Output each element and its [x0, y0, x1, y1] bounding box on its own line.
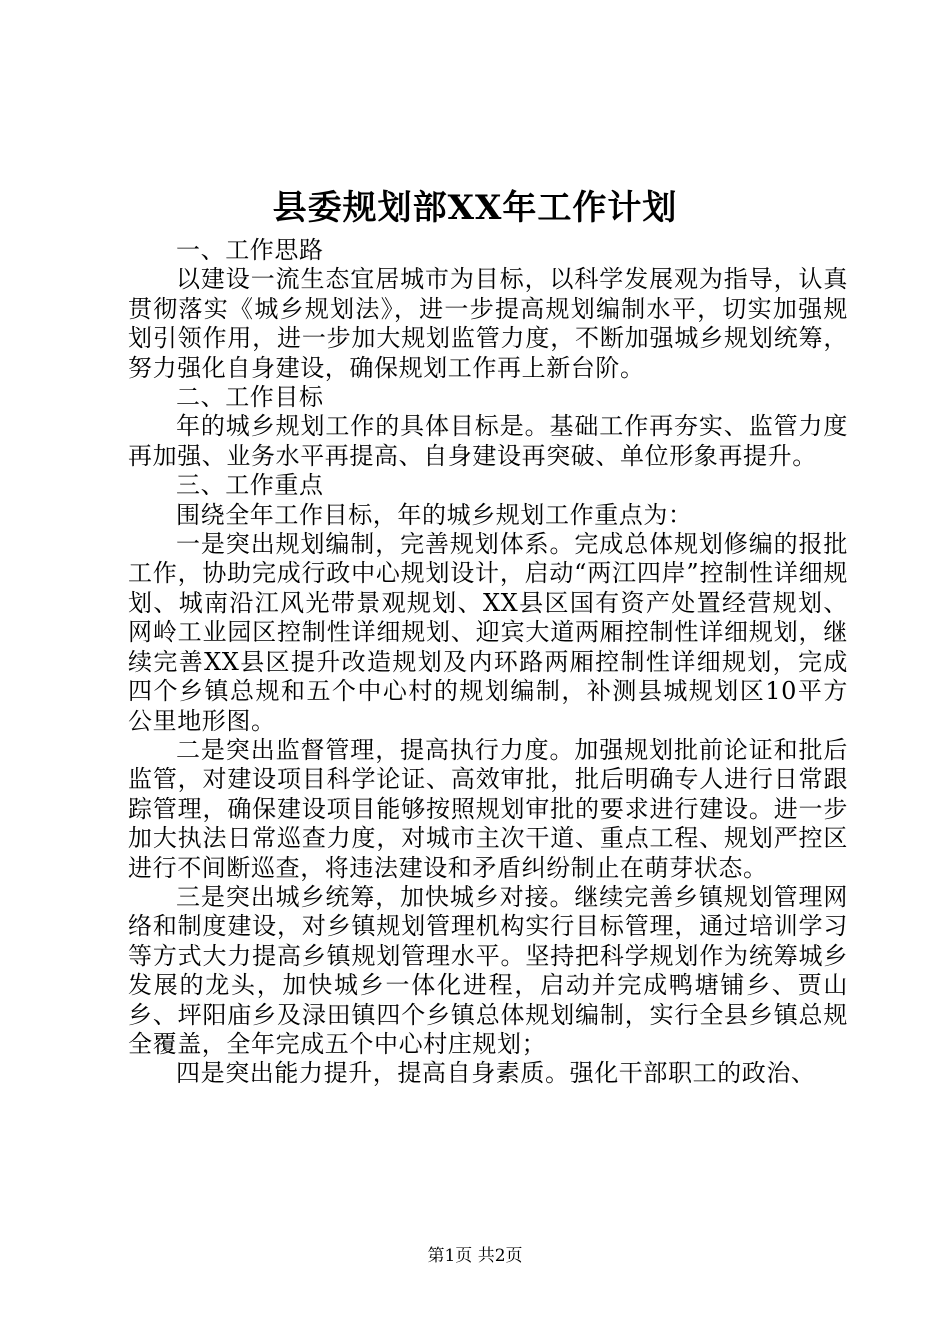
paragraph-goals: 年的城乡规划工作的具体目标是。基础工作再夯实、监管力度再加强、业务水平再提高、自身建设再突破、单位形象再提升。 — [128, 412, 848, 470]
section-heading-focus: 三、工作重点 — [176, 471, 324, 500]
document-title: 县委规划部XX年工作计划 — [272, 188, 678, 228]
section-heading-ideas: 一、工作思路 — [176, 236, 324, 264]
paragraph-focus-intro: 围绕全年工作目标，年的城乡规划工作重点为： — [176, 500, 693, 529]
paragraph-focus-urban-rural: 三是突出城乡统筹，加快城乡对接。继续完善乡镇规划管理网络和制度建设，对乡镇规划管理机构实行目标管理，通过培训学习等方式大力提高乡镇规划管理水平。坚持把科学规划作为统筹城乡发展的龙头，加快城乡一体化进程，启动并完成鸭塘铺乡、贾山乡、坪阳庙乡及渌田镇四个乡镇总体规划编制，实行全县乡镇总规全覆盖，全年完成五个中心村庄规划； — [128, 882, 848, 1058]
page-number-footer: 第1页 共2页 — [427, 1246, 523, 1266]
paragraph-ideas: 以建设一流生态宜居城市为目标，以科学发展观为指导，认真贯彻落实《城乡规划法》，进一步提高规划编制水平，切实加强规划引领作用，进一步加大规划监管力度，不断加强城乡规划统筹，努力强化自身建设，确保规划工作再上新台阶。 — [128, 265, 848, 382]
paragraph-focus-supervision: 二是突出监督管理，提高执行力度。加强规划批前论证和批后监管，对建设项目科学论证、高效审批，批后明确专人进行日常跟踪管理，确保建设项目能够按照规划审批的要求进行建设。进一步加大执法日常巡查力度，对城市主次干道、重点工程、规划严控区进行不间断巡查，将违法建设和矛盾纠纷制止在萌芽状态。 — [128, 735, 848, 882]
paragraph-focus-capability: 四是突出能力提升，提高自身素质。强化干部职工的政治、 — [176, 1059, 816, 1088]
section-heading-goals: 二、工作目标 — [176, 383, 324, 412]
paragraph-focus-planning: 一是突出规划编制，完善规划体系。完成总体规划修编的报批工作，协助完成行政中心规划设计，启动“两江四岸”控制性详细规划、城南沿江风光带景观规划、XX县区国有资产处置经营规划、网岭工业园区控制性详细规划、迎宾大道两厢控制性详细规划，继续完善XX县区提升改造规划及内环路两厢控制性详细规划，完成四个乡镇总规和五个中心村的规划编制，补测县城规划区10平方公里地形图。 — [128, 530, 848, 735]
document-body — [128, 236, 848, 1089]
